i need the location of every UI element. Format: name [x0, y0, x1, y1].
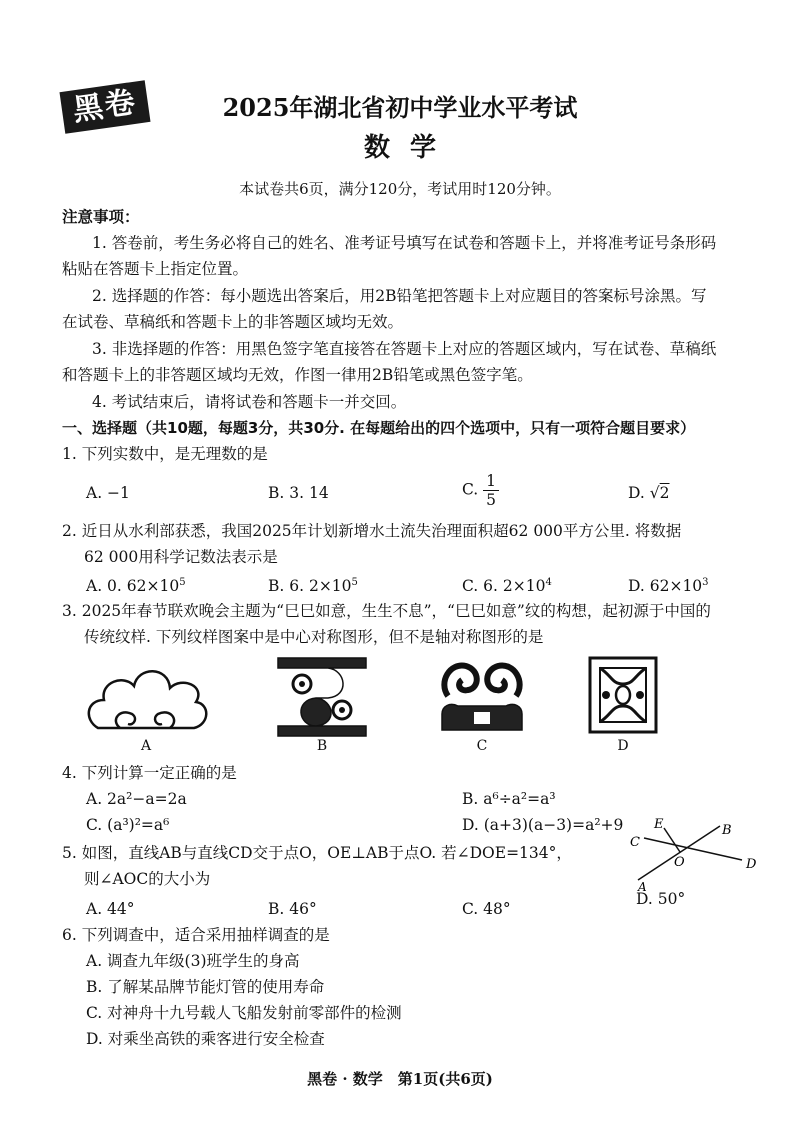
- q4-option-b: B. a⁶÷a²=a³: [462, 790, 556, 808]
- q1-option-c: [462, 472, 499, 509]
- q4-option-c: C. (a³)²=a⁶: [86, 816, 170, 834]
- notice-item-3-line1: 3. 非选择题的作答：用黑色签字笔直接答在答题卡上对应的答题区域内，写在试卷、草稿纸: [92, 340, 717, 358]
- notice-item-1-line1: 1. 答卷前，考生务必将自己的姓名、准考证号填写在试卷和答题卡上，并将准考证号条形码: [92, 234, 717, 252]
- q2-b-exp: 5: [351, 577, 358, 588]
- q1-option-d-label: D.: [628, 484, 645, 502]
- q1-stem: 1. 下列实数中，是无理数的是: [62, 445, 268, 463]
- figure-d-caption: D: [617, 738, 629, 754]
- q2-c-base: C. 6. 2×10: [462, 577, 546, 596]
- notice-item-3-line2: 和答题卡上的非答题区域均无效，作图一律用2B铅笔或黑色签字笔。: [62, 366, 533, 384]
- label-a: A: [638, 880, 647, 892]
- sqrt-symbol: √: [649, 484, 660, 502]
- q6-option-d: D. 对乘坐高铁的乘客进行安全检查: [86, 1030, 325, 1048]
- figure-d-pattern: [586, 654, 660, 736]
- q6-option-b: B. 了解某品牌节能灯管的使用寿命: [86, 978, 325, 996]
- q1-option-a: A. −1: [86, 484, 130, 502]
- q2-option-d: [628, 572, 709, 597]
- exam-title: 2025年湖北省初中学业水平考试: [222, 93, 578, 122]
- q4-stem: 4. 下列计算一定正确的是: [62, 764, 237, 782]
- notice-heading: 注意事项：: [62, 207, 140, 226]
- q2-c-exp: 4: [545, 577, 552, 588]
- q1-option-b: B. 3. 14: [268, 484, 329, 502]
- figure-a-cloud: [80, 660, 210, 740]
- label-e: E: [654, 817, 664, 832]
- exam-stamp: 黑卷: [59, 80, 150, 134]
- q2-option-a: [86, 572, 186, 597]
- notice-item-1-line2: 粘贴在答题卡上指定位置。: [62, 260, 249, 278]
- notice-item-2-line2: 在试卷、草稿纸和答题卡上的非答题区域均无效。: [62, 313, 404, 331]
- q3-line2: 传统纹样. 下列纹样图案中是中心对称图形，但不是轴对称图形的是: [84, 628, 544, 646]
- label-c: C: [630, 835, 640, 850]
- q5-option-d: D. 50°: [636, 890, 686, 908]
- label-o: O: [674, 855, 685, 870]
- q6-option-c: C. 对神舟十九号载人飞船发射前零部件的检测: [86, 1004, 402, 1022]
- label-d: D: [746, 857, 757, 872]
- q2-d-exp: 3: [702, 577, 709, 588]
- figure-b-caption: B: [316, 738, 328, 754]
- q2-line2: 62 000用科学记数法表示是: [84, 548, 278, 566]
- q5-option-c: C. 48°: [462, 900, 511, 918]
- q1-sqrt-value: 2: [659, 484, 670, 502]
- q5-line1: 5. 如图，直线AB与直线CD交于点O，OE⊥AB于点O. 若∠DOE=134°，: [62, 844, 572, 862]
- subject-title: 数学: [363, 133, 456, 163]
- q5-line2: 则∠AOC的大小为: [84, 870, 211, 888]
- q1-option-d: [628, 482, 670, 504]
- q2-option-b: [268, 572, 358, 597]
- q6-option-a: A. 调查九年级(3)班学生的身高: [86, 952, 300, 970]
- q1-option-c-label: C.: [462, 480, 479, 499]
- q2-b-base: B. 6. 2×10: [268, 577, 352, 596]
- q2-d-base: D. 62×10: [628, 577, 703, 596]
- line-cd: [644, 838, 742, 860]
- q1-fraction-den: 5: [486, 491, 497, 509]
- q2-a-exp: 5: [179, 577, 186, 588]
- q4-option-a: A. 2a²−a=2a: [86, 790, 187, 808]
- q1-fraction-num: 1: [483, 472, 499, 491]
- q5-option-a: A. 44°: [86, 900, 135, 918]
- q4-option-d: D. (a+3)(a−3)=a²+9: [462, 816, 624, 834]
- notice-item-2-line1: 2. 选择题的作答：每小题选出答案后，用2B铅笔把答题卡上对应题目的答案标号涂黑。写: [92, 287, 707, 305]
- q6-stem: 6. 下列调查中，适合采用抽样调查的是: [62, 926, 330, 944]
- figure-c-pattern: [436, 656, 528, 736]
- figure-b-pattern: [272, 652, 372, 740]
- section-heading: 一、选择题（共10题，每题3分，共30分. 在每题给出的四个选项中，只有一项符合题目要求）: [62, 419, 696, 437]
- q5-option-b: B. 46°: [268, 900, 317, 918]
- label-b: B: [722, 823, 732, 838]
- figure-c-caption: C: [476, 738, 488, 754]
- notice-item-4: 4. 考试结束后，请将试卷和答题卡一并交回。: [92, 393, 407, 411]
- exam-subtitle: 本试卷共6页，满分120分，考试用时120分钟。: [239, 180, 561, 198]
- q1-fraction: [483, 472, 499, 509]
- q2-a-base: A. 0. 62×10: [86, 577, 180, 596]
- q2-line1: 2. 近日从水利部获悉，我国2025年计划新增水土流失治理面积超62 000平方公里. 将数据: [62, 522, 682, 540]
- q3-line1: 3. 2025年春节联欢晚会主题为“巳巳如意，生生不息”，“巳巳如意”纹的构想，起初源于中国的: [62, 602, 711, 620]
- ray-oe: [664, 828, 680, 852]
- page-footer: 黑卷 · 数学 第1页(共6页): [307, 1070, 493, 1088]
- q5-geometry-figure: [620, 812, 770, 892]
- figure-a-caption: A: [140, 738, 152, 754]
- q2-option-c: [462, 572, 552, 597]
